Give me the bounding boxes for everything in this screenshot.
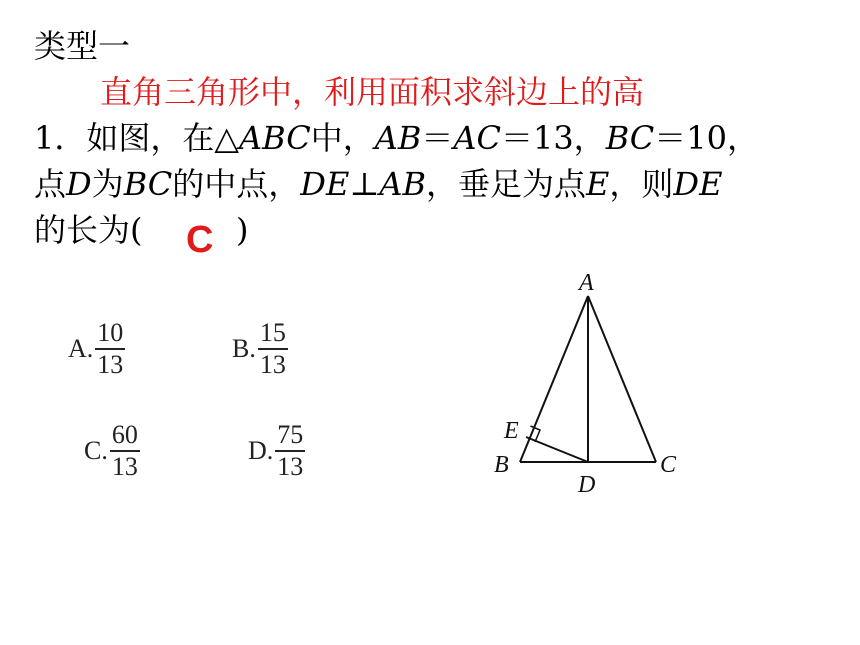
option-letter: C. xyxy=(84,436,108,465)
problem-text: ，垂足为点 xyxy=(426,165,587,203)
math-point: E xyxy=(586,165,610,203)
label-c: C xyxy=(660,452,677,478)
problem-line-3 xyxy=(34,210,143,250)
option-fraction xyxy=(275,420,305,482)
option-c[interactable] xyxy=(84,420,140,482)
option-letter: B. xyxy=(232,334,256,363)
fraction-numerator: 15 xyxy=(259,318,286,347)
math-point: D xyxy=(66,165,92,203)
option-fraction xyxy=(95,318,125,380)
problem-line-2 xyxy=(34,164,722,204)
answer-letter: C xyxy=(186,219,214,261)
option-b[interactable] xyxy=(232,318,288,380)
problem-text: 如图，在△ xyxy=(86,119,239,157)
option-letter: D. xyxy=(248,436,274,465)
math-segment: BC xyxy=(123,165,173,203)
problem-text: 的长为( xyxy=(34,211,143,249)
closing-paren: ) xyxy=(236,211,249,249)
fraction-denominator: 13 xyxy=(277,452,304,481)
option-d[interactable] xyxy=(248,420,305,482)
label-e: E xyxy=(504,418,519,444)
math-segment: DE xyxy=(673,165,723,203)
problem-text: ＝10， xyxy=(654,119,760,157)
problem-text: 中， xyxy=(310,119,375,157)
problem-text: 的中点， xyxy=(172,165,301,203)
segment-ac xyxy=(588,296,656,462)
label-a: A xyxy=(579,270,594,296)
option-fraction xyxy=(258,318,288,380)
math-segment: AB xyxy=(374,119,422,157)
fraction-numerator: 60 xyxy=(111,420,138,449)
math-segment: DE xyxy=(300,165,350,203)
math-segment: AB xyxy=(379,165,427,203)
math-segment: AC xyxy=(453,119,501,157)
segment-ab xyxy=(520,296,588,462)
math-segment: BC xyxy=(605,119,655,157)
problem-text: 点 xyxy=(34,165,67,203)
option-a[interactable] xyxy=(68,318,125,380)
fraction-denominator: 13 xyxy=(97,350,124,379)
perpendicular-symbol: ⊥ xyxy=(349,165,380,203)
problem-text: ，则 xyxy=(609,165,674,203)
problem-text: 为 xyxy=(91,165,124,203)
problem-text: ＝ xyxy=(421,119,454,157)
fraction-numerator: 75 xyxy=(277,420,304,449)
problem-line-1 xyxy=(34,118,759,158)
problem-number: 1． xyxy=(34,119,87,157)
label-b: B xyxy=(494,452,509,478)
problem-text: ＝13， xyxy=(500,119,606,157)
triangle-figure xyxy=(480,262,700,502)
fraction-denominator: 13 xyxy=(111,452,138,481)
math-triangle-name: ABC xyxy=(239,119,311,157)
fraction-denominator: 13 xyxy=(259,350,286,379)
option-letter: A. xyxy=(68,334,94,363)
section-subheading: 直角三角形中，利用面积求斜边上的高 xyxy=(100,73,645,111)
label-d: D xyxy=(578,472,596,498)
fraction-numerator: 10 xyxy=(97,318,124,347)
section-heading: 类型一 xyxy=(34,27,131,65)
option-fraction xyxy=(110,420,140,482)
